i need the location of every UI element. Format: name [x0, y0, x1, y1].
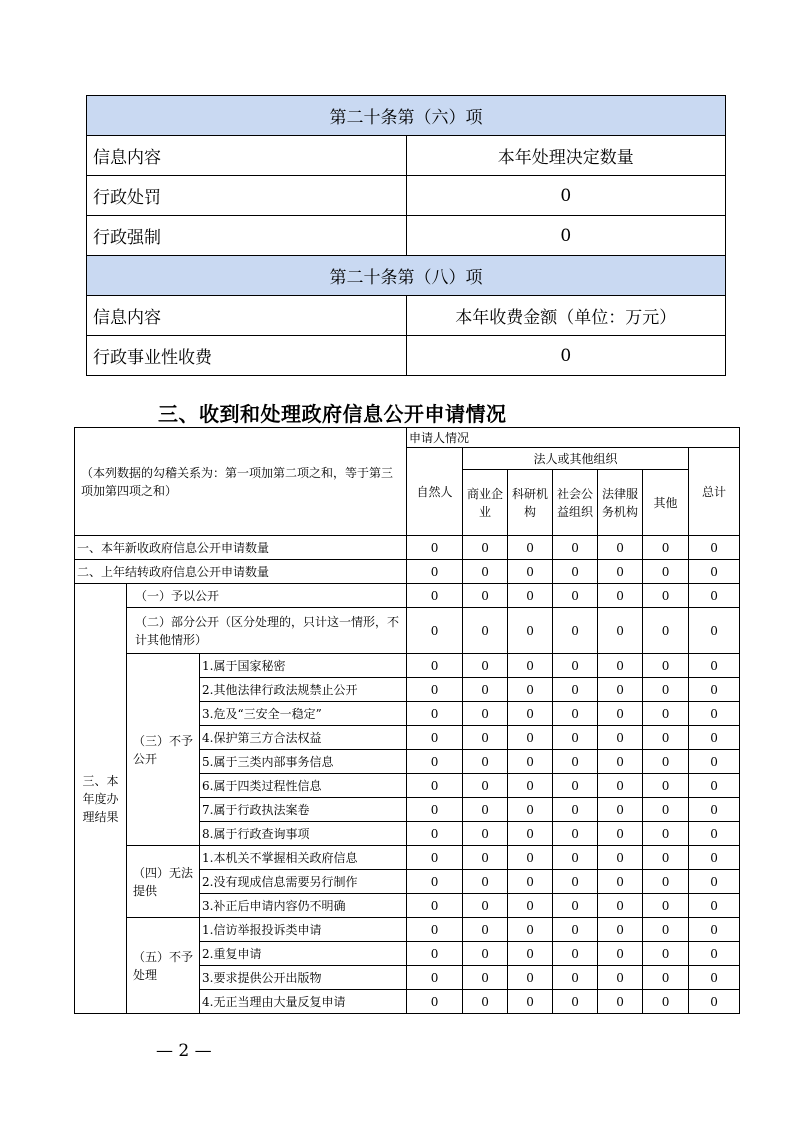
- cell-value: 0: [598, 990, 643, 1014]
- cell-value: 0: [689, 726, 740, 750]
- cell-value: 0: [643, 894, 689, 918]
- cell-value: 0: [643, 870, 689, 894]
- cell-value: 0: [553, 798, 598, 822]
- cell-value: 0: [689, 870, 740, 894]
- cell-value: 0: [553, 584, 598, 608]
- row-label: 行政事业性收费: [87, 336, 407, 376]
- cell-value: 0: [463, 726, 508, 750]
- cell-value: 0: [407, 654, 463, 678]
- cell-value: 0: [643, 702, 689, 726]
- table-row: [87, 336, 726, 376]
- row-label: 2.没有现成信息需要另行制作: [200, 870, 407, 894]
- cell-value: 0: [407, 726, 463, 750]
- applications-table: [74, 427, 740, 1014]
- sub-column-header: 法律服务机构: [598, 470, 643, 536]
- row-label: 5.属于三类内部事务信息: [200, 750, 407, 774]
- row-label: 1.信访举报投诉类申请: [200, 918, 407, 942]
- cell-value: 0: [553, 608, 598, 654]
- cell-value: 0: [598, 608, 643, 654]
- cell-value: 0: [508, 536, 553, 560]
- note-cell: （本列数据的勾稽关系为：第一项加第二项之和，等于第三项加第四项之和）: [75, 428, 407, 536]
- cell-value: 0: [508, 846, 553, 870]
- cell-value: 0: [598, 822, 643, 846]
- cell-value: 0: [553, 750, 598, 774]
- cell-value: 0: [407, 966, 463, 990]
- cell-value: 0: [463, 774, 508, 798]
- cell-value: 0: [463, 846, 508, 870]
- cell-value: 0: [598, 584, 643, 608]
- cell-value: 0: [463, 678, 508, 702]
- row-label: 1.属于国家秘密: [200, 654, 407, 678]
- row-label: （二）部分公开（区分处理的，只计这一情形，不计其他情形）: [127, 608, 407, 654]
- cell-value: 0: [598, 966, 643, 990]
- cell-value: 0: [463, 966, 508, 990]
- cell-value: 0: [689, 942, 740, 966]
- column-header: 本年收费金额（单位：万元）: [406, 296, 726, 336]
- row-label: 二、上年结转政府信息公开申请数量: [75, 560, 407, 584]
- cell-value: 0: [553, 654, 598, 678]
- annual-decisions-table: [86, 95, 726, 376]
- page-number: — 2 —: [156, 1041, 212, 1061]
- total-header: 总计: [689, 448, 740, 536]
- cell-value: 0: [643, 846, 689, 870]
- cell-value: 0: [689, 990, 740, 1014]
- cell-value: 0: [643, 990, 689, 1014]
- table-row: [75, 918, 740, 942]
- cell-value: 0: [463, 584, 508, 608]
- cell-value: 0: [508, 584, 553, 608]
- group-label: （三）不予公开: [127, 654, 200, 846]
- cell-value: 0: [508, 894, 553, 918]
- cell-value: 0: [689, 560, 740, 584]
- cell-value: 0: [407, 678, 463, 702]
- cell-value: 0: [689, 774, 740, 798]
- row-label: 4.保护第三方合法权益: [200, 726, 407, 750]
- cell-value: 0: [598, 560, 643, 584]
- cell-value: 0: [689, 918, 740, 942]
- cell-value: 0: [643, 608, 689, 654]
- cell-value: 0: [407, 584, 463, 608]
- cell-value: 0: [598, 750, 643, 774]
- cell-value: 0: [598, 798, 643, 822]
- cell-value: 0: [553, 726, 598, 750]
- cell-value: 0: [553, 822, 598, 846]
- cell-value: 0: [463, 798, 508, 822]
- cell-value: 0: [463, 870, 508, 894]
- cell-value: 0: [598, 678, 643, 702]
- cell-value: 0: [508, 560, 553, 584]
- cell-value: 0: [407, 822, 463, 846]
- header-row: [75, 428, 740, 448]
- cell-value: 0: [643, 560, 689, 584]
- cell-value: 0: [508, 966, 553, 990]
- cell-value: 0: [508, 774, 553, 798]
- row-label: 1.本机关不掌握相关政府信息: [200, 846, 407, 870]
- cell-value: 0: [463, 822, 508, 846]
- cell-value: 0: [463, 608, 508, 654]
- cell-value: 0: [689, 654, 740, 678]
- cell-value: 0: [508, 726, 553, 750]
- cell-value: 0: [407, 990, 463, 1014]
- cell-value: 0: [598, 918, 643, 942]
- cell-value: 0: [508, 942, 553, 966]
- cell-value: 0: [643, 966, 689, 990]
- sub-column-header: 商业企业: [463, 470, 508, 536]
- table-row: [75, 584, 740, 608]
- cell-value: 0: [598, 870, 643, 894]
- row-label: 4.无正当理由大量反复申请: [200, 990, 407, 1014]
- table-row: [87, 176, 726, 216]
- cell-value: 0: [407, 702, 463, 726]
- table-row: [75, 536, 740, 560]
- cell-value: 0: [508, 870, 553, 894]
- cell-value: 0: [643, 536, 689, 560]
- cell-value: 0: [598, 654, 643, 678]
- cell-value: 0: [553, 846, 598, 870]
- table-row: [87, 216, 726, 256]
- table-row: [75, 608, 740, 654]
- cell-value: 0: [643, 798, 689, 822]
- row-label: 一、本年新收政府信息公开申请数量: [75, 536, 407, 560]
- cell-value: 0: [508, 702, 553, 726]
- row-label: 行政处罚: [87, 176, 407, 216]
- results-label: 三、本年度办理结果: [75, 584, 127, 1014]
- cell-value: 0: [598, 942, 643, 966]
- cell-value: 0: [553, 774, 598, 798]
- section-header-row: [87, 96, 726, 136]
- cell-value: 0: [553, 536, 598, 560]
- row-label: 3.危及“三安全一稳定”: [200, 702, 407, 726]
- table-row: [75, 846, 740, 870]
- cell-value: 0: [407, 750, 463, 774]
- cell-value: 0: [689, 608, 740, 654]
- section-title: 三、收到和处理政府信息公开申请情况: [158, 402, 507, 426]
- cell-value: 0: [463, 942, 508, 966]
- cell-value: 0: [463, 702, 508, 726]
- cell-value: 0: [689, 894, 740, 918]
- cell-value: 0: [598, 536, 643, 560]
- cell-value: 0: [463, 654, 508, 678]
- cell-value: 0: [553, 870, 598, 894]
- column-header: 信息内容: [87, 136, 407, 176]
- cell-value: 0: [689, 966, 740, 990]
- cell-value: 0: [463, 990, 508, 1014]
- cell-value: 0: [553, 966, 598, 990]
- cell-value: 0: [643, 726, 689, 750]
- cell-value: 0: [553, 678, 598, 702]
- cell-value: 0: [508, 608, 553, 654]
- natural-person-header: 自然人: [407, 448, 463, 536]
- cell-value: 0: [407, 918, 463, 942]
- cell-value: 0: [598, 726, 643, 750]
- row-value: 0: [406, 176, 726, 216]
- cell-value: 0: [553, 702, 598, 726]
- column-header: 本年处理决定数量: [406, 136, 726, 176]
- cell-value: 0: [643, 822, 689, 846]
- row-label: 6.属于四类过程性信息: [200, 774, 407, 798]
- cell-value: 0: [463, 894, 508, 918]
- applicant-header: 申请人情况: [407, 428, 740, 448]
- cell-value: 0: [643, 654, 689, 678]
- sub-column-header: 其他: [643, 470, 689, 536]
- cell-value: 0: [407, 536, 463, 560]
- cell-value: 0: [508, 822, 553, 846]
- sub-column-header: 科研机构: [508, 470, 553, 536]
- cell-value: 0: [463, 536, 508, 560]
- cell-value: 0: [508, 918, 553, 942]
- column-header: 信息内容: [87, 296, 407, 336]
- cell-value: 0: [407, 774, 463, 798]
- cell-value: 0: [553, 990, 598, 1014]
- cell-value: 0: [643, 584, 689, 608]
- cell-value: 0: [689, 750, 740, 774]
- section-b-title: 第二十条第（八）项: [87, 256, 726, 296]
- cell-value: 0: [407, 560, 463, 584]
- row-label: 行政强制: [87, 216, 407, 256]
- cell-value: 0: [553, 918, 598, 942]
- cell-value: 0: [598, 846, 643, 870]
- table-row: [75, 654, 740, 678]
- cell-value: 0: [508, 798, 553, 822]
- row-label: （一）予以公开: [127, 584, 407, 608]
- cell-value: 0: [407, 870, 463, 894]
- cell-value: 0: [508, 750, 553, 774]
- cell-value: 0: [689, 846, 740, 870]
- row-label: 7.属于行政执法案卷: [200, 798, 407, 822]
- cell-value: 0: [598, 702, 643, 726]
- cell-value: 0: [508, 654, 553, 678]
- cell-value: 0: [407, 942, 463, 966]
- group-label: （四）无法提供: [127, 846, 200, 918]
- cell-value: 0: [689, 536, 740, 560]
- cell-value: 0: [553, 942, 598, 966]
- group-label: （五）不予处理: [127, 918, 200, 1014]
- table-row: [75, 560, 740, 584]
- section-header-row: [87, 256, 726, 296]
- row-label: 3.补正后申请内容仍不明确: [200, 894, 407, 918]
- cell-value: 0: [508, 990, 553, 1014]
- section-a-title: 第二十条第（六）项: [87, 96, 726, 136]
- cell-value: 0: [553, 894, 598, 918]
- sub-column-header: 社会公益组织: [553, 470, 598, 536]
- cell-value: 0: [407, 608, 463, 654]
- cell-value: 0: [598, 894, 643, 918]
- cell-value: 0: [643, 942, 689, 966]
- cell-value: 0: [643, 774, 689, 798]
- row-value: 0: [406, 336, 726, 376]
- cell-value: 0: [689, 822, 740, 846]
- cell-value: 0: [689, 584, 740, 608]
- row-label: 2.其他法律行政法规禁止公开: [200, 678, 407, 702]
- cell-value: 0: [508, 678, 553, 702]
- cell-value: 0: [463, 918, 508, 942]
- cell-value: 0: [407, 798, 463, 822]
- cell-value: 0: [643, 678, 689, 702]
- cell-value: 0: [598, 774, 643, 798]
- table-row: [87, 136, 726, 176]
- cell-value: 0: [407, 846, 463, 870]
- cell-value: 0: [553, 560, 598, 584]
- cell-value: 0: [463, 750, 508, 774]
- cell-value: 0: [643, 750, 689, 774]
- row-value: 0: [406, 216, 726, 256]
- row-label: 8.属于行政查询事项: [200, 822, 407, 846]
- legal-group-header: 法人或其他组织: [463, 448, 689, 470]
- cell-value: 0: [463, 560, 508, 584]
- cell-value: 0: [689, 702, 740, 726]
- table-row: [87, 296, 726, 336]
- row-label: 2.重复申请: [200, 942, 407, 966]
- cell-value: 0: [689, 678, 740, 702]
- cell-value: 0: [407, 894, 463, 918]
- row-label: 3.要求提供公开出版物: [200, 966, 407, 990]
- cell-value: 0: [643, 918, 689, 942]
- cell-value: 0: [689, 798, 740, 822]
